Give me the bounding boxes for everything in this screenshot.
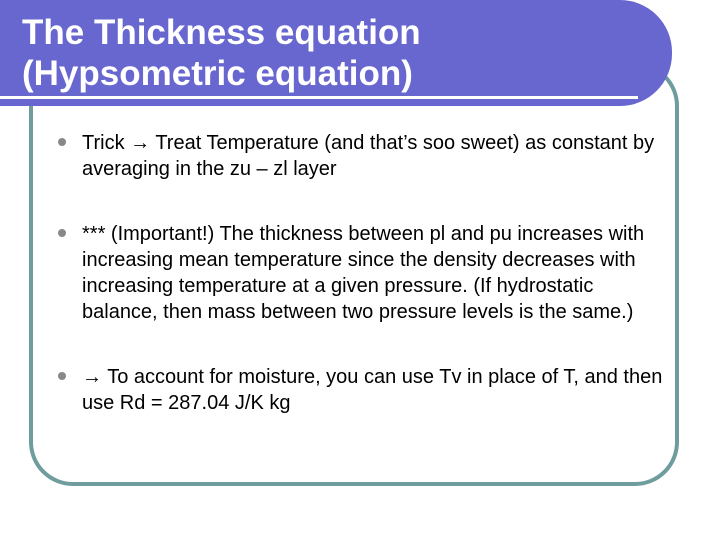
bullet-text-moisture: → To account for moisture, you can use Tv in place of T, and then use Rd = 287.04 J/K kg	[82, 366, 663, 414]
bullet-item-trick	[58, 130, 668, 182]
bullet-dot-icon	[58, 138, 66, 146]
bullet-item-important	[58, 221, 668, 325]
bullet-text-trick: Trick → Treat Temperature (and that’s soo sweet) as constant by averaging in the zu – zl layer	[82, 132, 655, 180]
slide-title-line-1: The Thickness equation	[22, 13, 421, 52]
bullet-dot-icon	[58, 229, 66, 237]
bullet-item-moisture	[58, 364, 668, 416]
bullet-text-important: *** (Important!) The thickness between pl and pu increases with increasing mean temperature since the density decreases with increasing temperature at a given pressure. (If hydrostatic balance, then mass between two pressure levels is the same.)	[82, 223, 645, 323]
slide-title	[22, 12, 421, 94]
title-underline	[0, 96, 638, 99]
slide-bullet-list	[58, 130, 668, 455]
bullet-dot-icon	[58, 372, 66, 380]
slide-title-line-2: (Hypsometric equation)	[22, 54, 413, 93]
